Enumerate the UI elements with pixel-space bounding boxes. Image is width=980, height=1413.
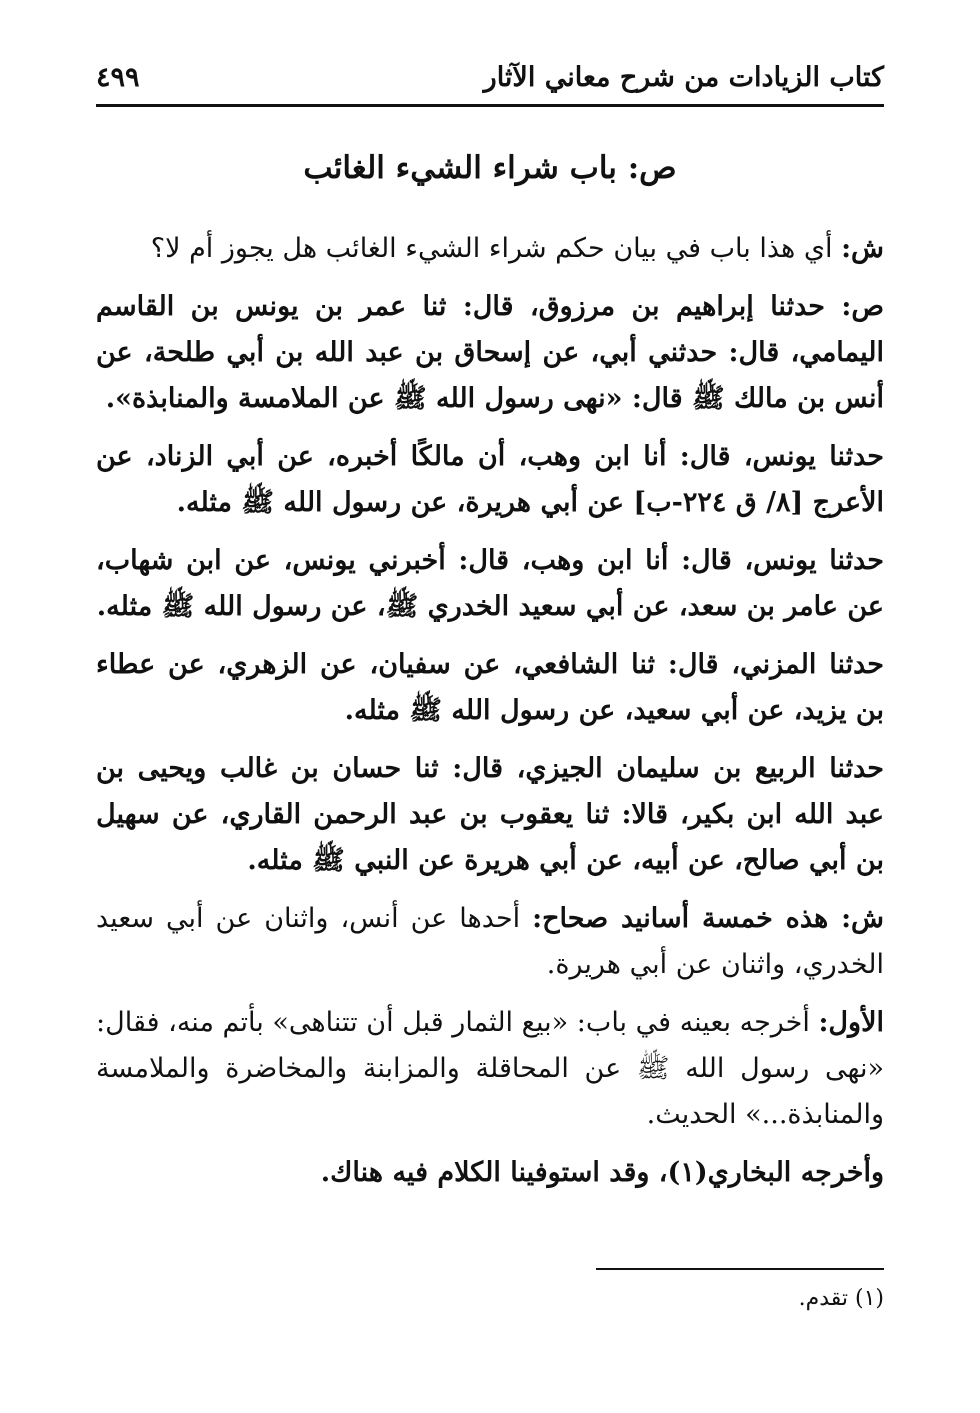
page-number: ٤٩٩ — [96, 61, 140, 93]
page-header — [96, 52, 884, 102]
paragraph-text: أحدها عن أنس، واثنان عن أبي سعيد الخدري، واثنان عن أبي هريرة. — [96, 903, 884, 980]
paragraph-text: حدثنا الربيع بن سليمان الجيزي، قال: ثنا حسان بن غالب ويحيى بن عبد الله ابن بكير، قالا: ثنا يعقوب بن عبد الرحمن القاري، عن سهيل بن أبي صالح، عن أبيه، عن أبي هريرة عن النبي ﷺ مثله. — [96, 753, 884, 876]
paragraph-lead: ش: هذه خمسة أسانيد صحاح: — [532, 903, 884, 934]
paragraph-4 — [96, 538, 884, 630]
paragraph-lead: ص: — [841, 291, 884, 322]
paragraph-9 — [96, 1150, 884, 1196]
paragraph-text: حدثنا يونس، قال: أنا ابن وهب، قال: أخبرني يونس، عن ابن شهاب، عن عامر بن سعد، عن أبي سعيد الخدري ﷺ، عن رسول الله ﷺ مثله. — [96, 545, 884, 622]
main-text — [96, 226, 884, 1208]
running-title: كتاب الزيادات من شرح معاني الآثار — [483, 61, 884, 93]
paragraph-text: حدثنا يونس، قال: أنا ابن وهب، أن مالكًا أخبره، عن أبي الزناد، عن الأعرج [٨/ ق ٢٢٤-ب] عن أبي هريرة، عن رسول الله ﷺ مثله. — [96, 441, 884, 518]
paragraph-text: أي هذا باب في بيان حكم شراء الشيء الغائب هل يجوز أم لا؟ — [150, 233, 842, 264]
paragraph-1 — [96, 226, 884, 272]
paragraph-7 — [96, 896, 884, 988]
footnote-rule — [596, 1268, 884, 1270]
paragraph-5 — [96, 642, 884, 734]
paragraph-text: وأخرجه البخاري(١)، وقد استوفينا الكلام فيه هناك. — [320, 1157, 884, 1188]
header-rule — [96, 104, 884, 107]
paragraph-3 — [96, 434, 884, 526]
paragraph-text: حدثنا المزني، قال: ثنا الشافعي، عن سفيان، عن الزهري، عن عطاء بن يزيد، عن أبي سعيد، عن رسول الله ﷺ مثله. — [96, 649, 884, 726]
chapter-title: ص: باب شراء الشيء الغائب — [303, 150, 677, 186]
paragraph-6 — [96, 746, 884, 884]
paragraph-2 — [96, 284, 884, 422]
paragraph-text: حدثنا إبراهيم بن مرزوق، قال: ثنا عمر بن يونس بن القاسم اليمامي، قال: حدثني أبي، عن إسحاق بن عبد الله بن أبي طلحة، عن أنس بن مالك ﷺ قال: «نهى رسول الله ﷺ عن الملامسة والمنابذة». — [96, 291, 884, 414]
paragraph-lead: ش: — [841, 233, 884, 264]
paragraph-8 — [96, 1000, 884, 1138]
paragraph-lead: الأول: — [818, 1007, 884, 1038]
paragraph-text: أخرجه بعينه في باب: «بيع الثمار قبل أن تتناهى» بأتم منه، فقال: «نهى رسول الله ﷺ عن المحاقلة والمزابنة والمخاضرة والملامسة والمنابذة...» الحديث. — [96, 1007, 884, 1130]
footnote: (١) تقدم. — [798, 1286, 884, 1311]
